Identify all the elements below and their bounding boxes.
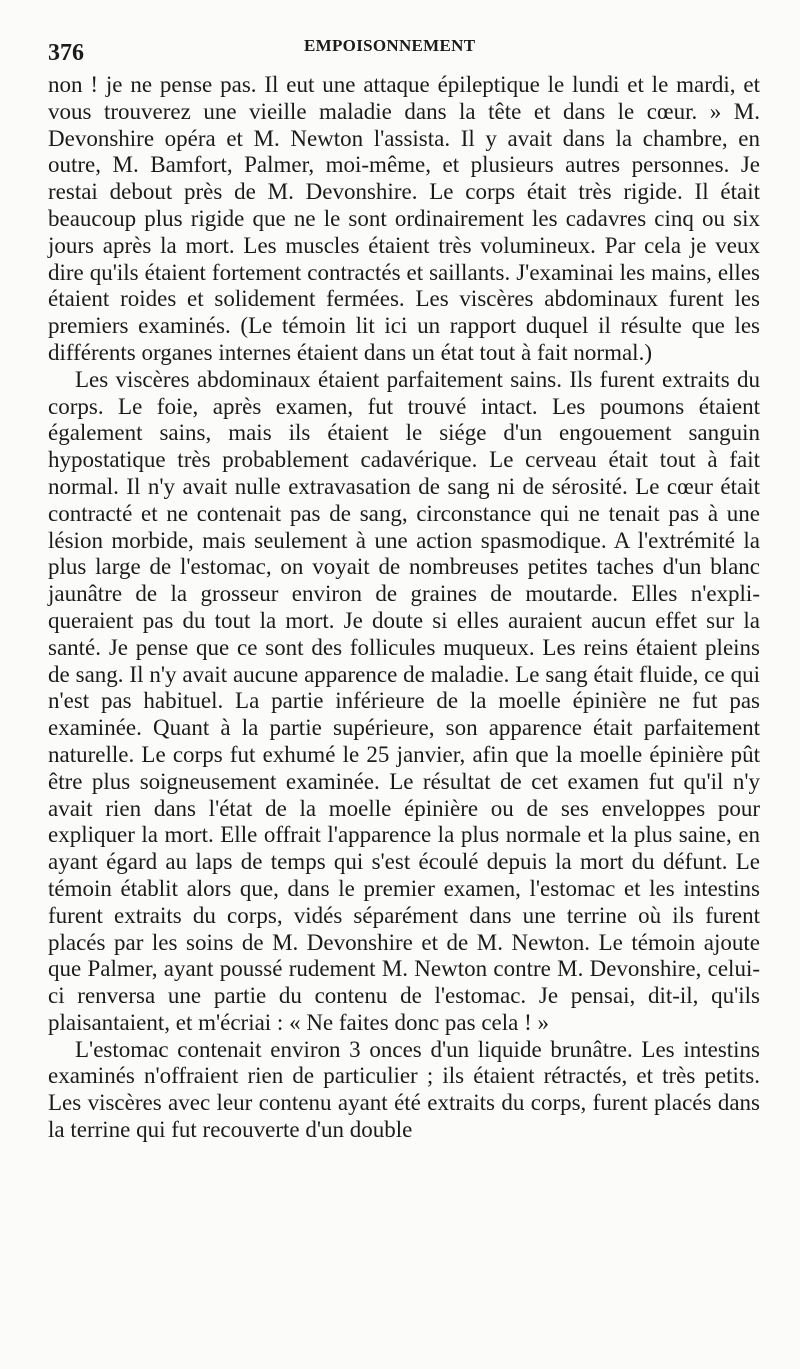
page-number: 376 <box>48 40 84 66</box>
running-head: EMPOISONNEMENT <box>304 36 476 55</box>
paragraph-continued: non ! je ne pense pas. Il eut une attaque épileptique le lundi et le mardi, et vous trouverez une vieille maladie dans la tête et dans le cœur. » M. Devonshire opéra et M. Newton l'assista. Il y avait dans la chambre, en outre, M. Bamfort, Palmer, moi-même, et plusieurs autres personnes. Je restai debout près de M. Devonshire. Le corps était très rigide. Il était beaucoup plus rigide que ne le sont ordinairement les cadavres cinq ou six jours après la mort. Les muscles étaient très volumineux. Par cela je veux dire qu'ils étaient fortement contractés et saillants. J'examinai les mains, elles étaient roides et solidement fermées. Les viscères abdominaux furent les premiers examinés. (Le témoin lit ici un rapport duquel il résulte que les différents organes internes étaient dans un état tout à fait normal.) <box>48 72 760 365</box>
paragraph-autopsy-findings: Les viscères abdominaux étaient parfaitement sains. Ils furent extraits du corps. Le foie, après examen, fut trouvé intact. Les poumons étaient également sains, mais ils étaient le siége d'un engouement sanguin hypostatique très probablement cadavérique. Le cerveau était tout à fait normal. Il n'y avait nulle extravasation de sang ni de sérosité. Le cœur était contracté et ne contenait pas de sang, circonstance qui ne tenait pas à une lésion morbide, mais seulement à une action spasmodique. A l'extrémité la plus large de l'estomac, on voyait de nombreuses petites taches d'un blanc jaunâtre de la grosseur environ de graines de moutarde. Elles n'expliqueraient pas du tout la mort. Je doute si elles auraient aucun effet sur la santé. Je pense que ce sont des follicules muqueux. Les reins étaient pleins de sang. Il n'y avait aucune apparence de maladie. Le sang était fluide, ce qui n'est pas habituel. La partie inférieure de la moelle épinière ne fut pas examinée. Quant à la partie supérieure, son apparence était parfaitement naturelle. Le corps fut exhumé le 25 janvier, afin que la moelle épinière pût être plus soigneusement examinée. Le résultat de cet examen fut qu'il n'y avait rien dans l'état de la moelle épinière ou de ses enveloppes pour expliquer la mort. Elle offrait l'apparence la plus normale et la plus saine, en ayant égard au laps de temps qui s'est écoulé depuis la mort du défunt. Le témoin établit alors que, dans le premier examen, l'estomac et les intestins furent extraits du corps, vidés séparément dans une terrine où ils furent placés par les soins de M. Devonshire et de M. Newton. Le témoin ajoute que Palmer, ayant poussé rudement M. Newton contre M. Devonshire, celui-ci renversa une partie du contenu de l'estomac. Je pensai, dit-il, qu'ils plaisantaient, et m'écriai : « Ne faites donc pas cela ! » <box>48 366 760 1035</box>
paragraph-stomach-contents: L'estomac contenait environ 3 onces d'un liquide brunâtre. Les intestins examinés n'offraient rien de particulier ; ils étaient rétractés, et très petits. Les viscères avec leur contenu ayant été extraits du corps, furent placés dans la terrine qui fut recouverte d'un double <box>48 1036 760 1143</box>
page-header <box>48 30 760 72</box>
body-text <box>48 72 760 1144</box>
